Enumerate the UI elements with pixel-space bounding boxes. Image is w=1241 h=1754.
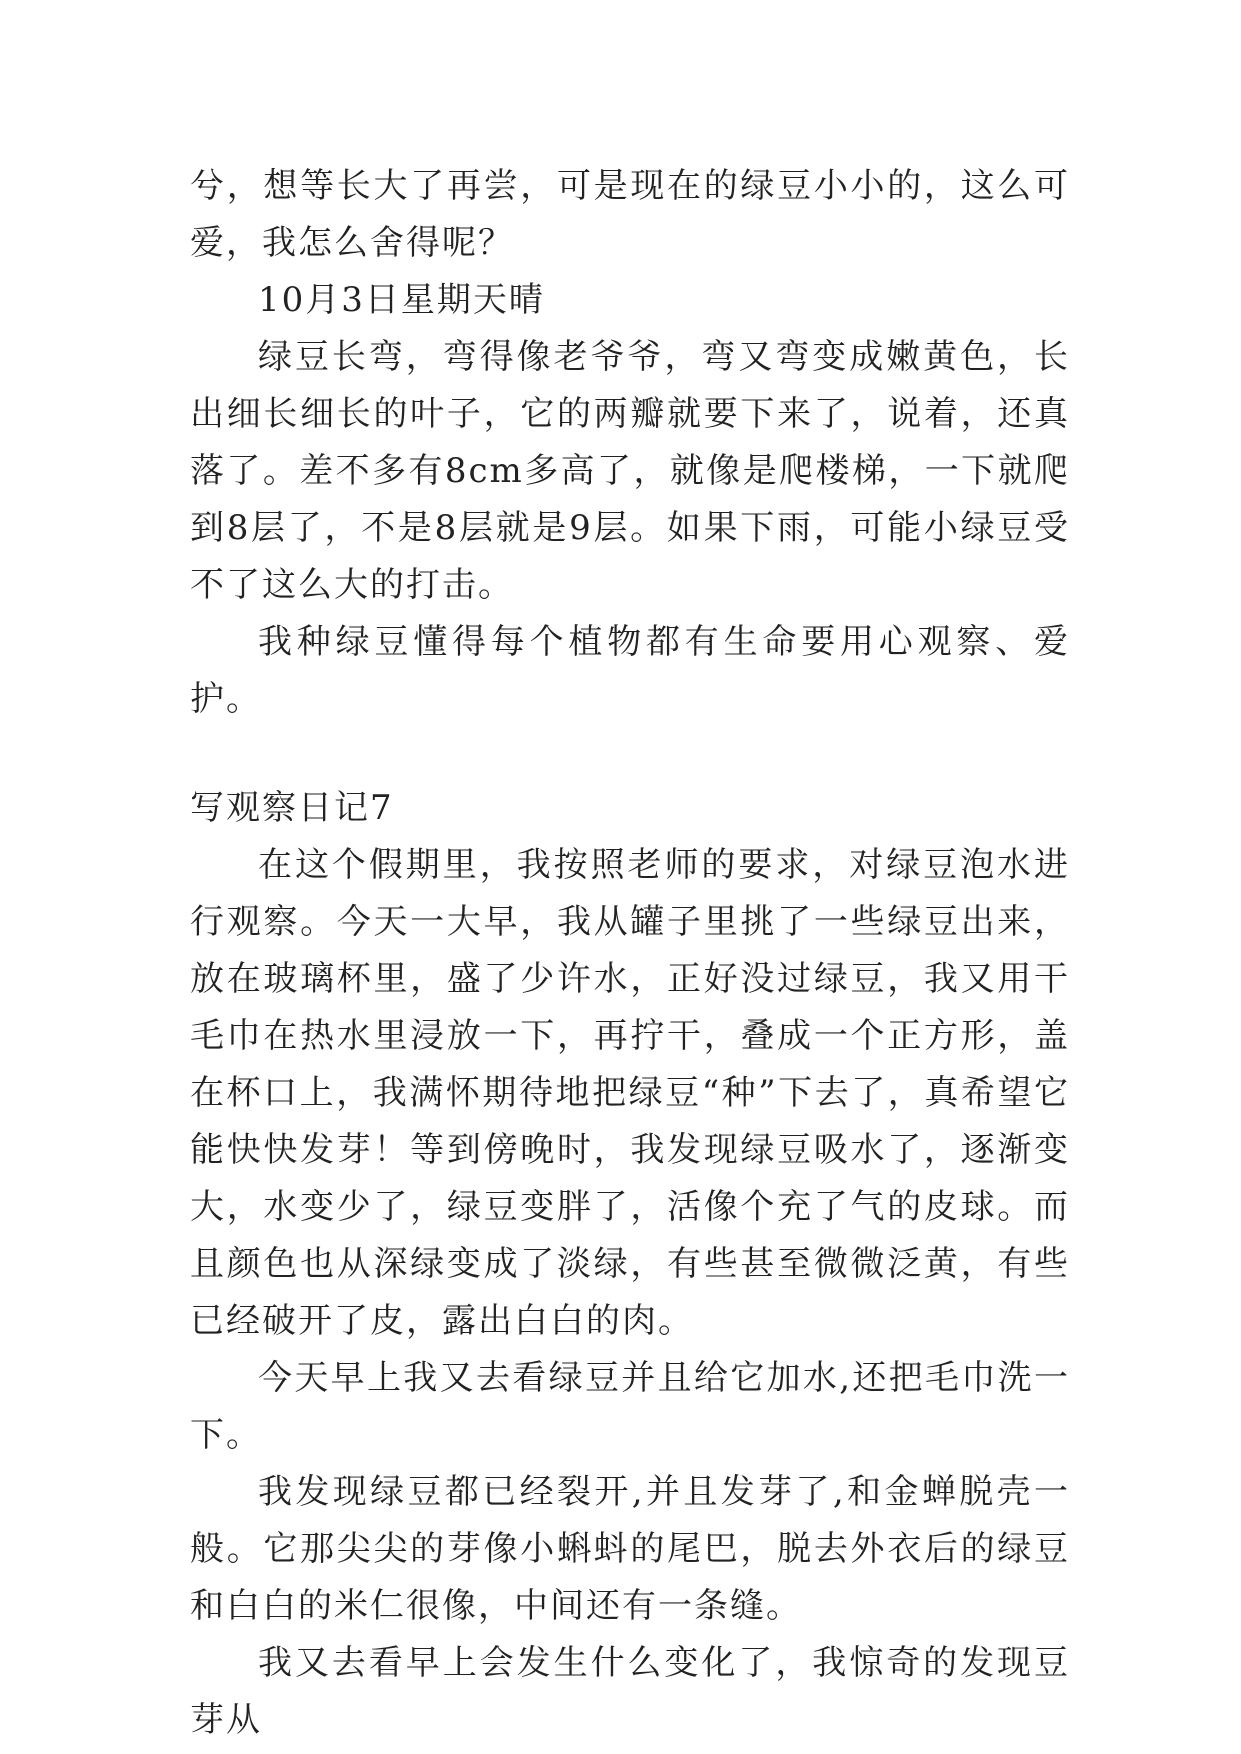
paragraph: 今天早上我又去看绿豆并且给它加水,还把毛巾洗一下。 bbox=[190, 1358, 1070, 1455]
section-title: 写观察日记7 bbox=[190, 788, 394, 828]
paragraph: 我又去看早上会发生什么变化了，我惊奇的发现豆芽从 bbox=[190, 1643, 1070, 1740]
document-body bbox=[190, 158, 1070, 1749]
paragraph: 绿豆长弯，弯得像老爷爷，弯又弯变成嫩黄色，长出细长细长的叶子，它的两瓣就要下来了，说着，还真落了。差不多有8cm多高了，就像是爬楼梯，一下就爬到8层了，不是8层就是9层。如果下雨，可能小绿豆受不了这么大的打击。 bbox=[190, 337, 1070, 605]
paragraph: 我种绿豆懂得每个植物都有生命要用心观察、爱护。 bbox=[190, 622, 1070, 719]
diary-date-heading: 10月3日星期天晴 bbox=[258, 280, 545, 320]
paragraph-continuation: 兮，想等长大了再尝，可是现在的绿豆小小的，这么可爱，我怎么舍得呢？ bbox=[190, 166, 1070, 263]
paragraph: 我发现绿豆都已经裂开,并且发芽了,和金蝉脱壳一般。它那尖尖的芽像小蝌蚪的尾巴，脱去外衣后的绿豆和白白的米仁很像，中间还有一条缝。 bbox=[190, 1472, 1070, 1626]
paragraph: 在这个假期里，我按照老师的要求，对绿豆泡水进行观察。今天一大早，我从罐子里挑了一些绿豆出来，放在玻璃杯里，盛了少许水，正好没过绿豆，我又用干毛巾在热水里浸放一下，再拧干，叠成一个正方形，盖在杯口上，我满怀期待地把绿豆“种”下去了，真希望它能快快发芽！等到傍晚时，我发现绿豆吸水了，逐渐变大，水变少了，绿豆变胖了，活像个充了气的皮球。而且颜色也从深绿变成了淡绿，有些甚至微微泛黄，有些已经破开了皮，露出白白的肉。 bbox=[190, 845, 1070, 1341]
